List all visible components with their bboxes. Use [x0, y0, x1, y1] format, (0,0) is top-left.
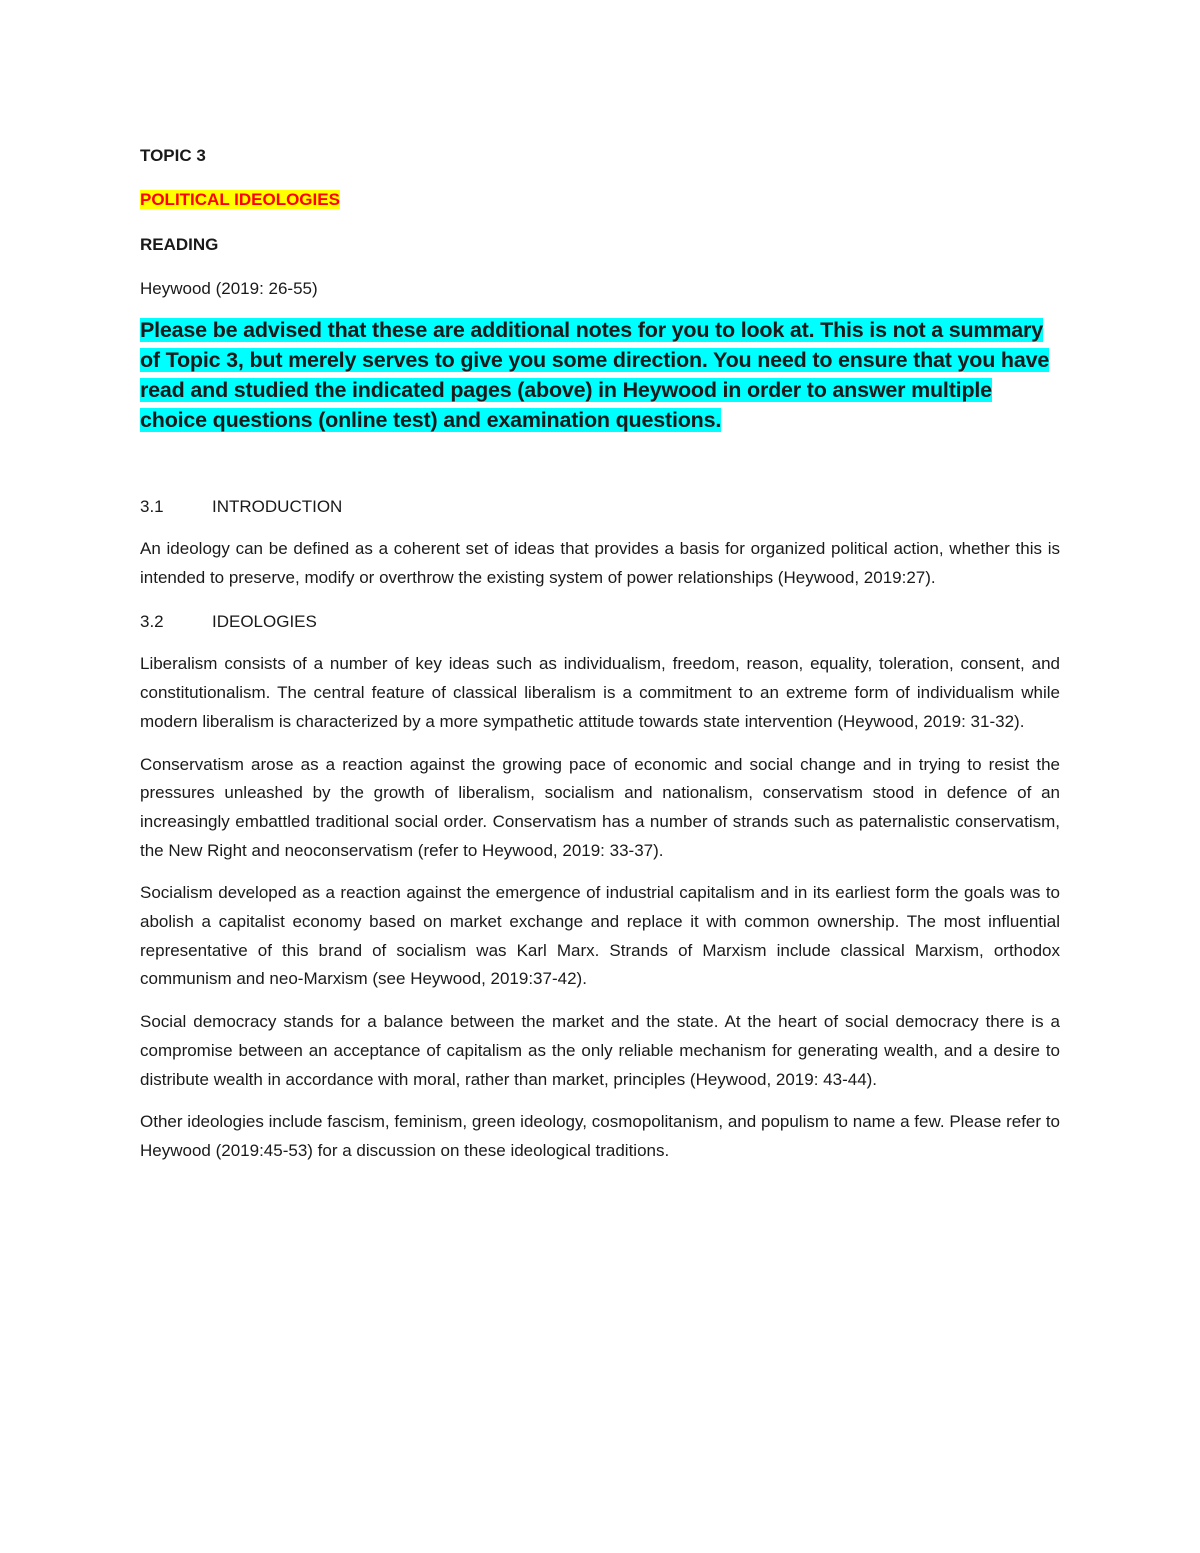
advisory-text: Please be advised that these are additional notes for you to look at. This is not a summary of Topic 3, but merely serves to give you some direction. You need to ensure that you have read and studied the indicated pages (above) in Heywood in order to answer multiple choice questions (online test) and examination questions.	[140, 318, 1050, 432]
title-line	[140, 188, 1060, 213]
paragraph-conservatism: Conservatism arose as a reaction against the growing pace of economic and social change and in trying to resist the pressures unleashed by the growth of liberalism, socialism and nationalism, conservatism stood in defence of an increasingly embattled traditional social order. Conservatism has a number of strands such as paternalistic conservatism, the New Right and neoconservatism (refer to Heywood, 2019: 33-37).	[140, 754, 1060, 860]
paragraph-ideology-definition: An ideology can be defined as a coherent set of ideas that provides a basis for organized political action, whether this is intended to preserve, modify or overthrow the existing system of power relationships (Heywood, 2019:27).	[140, 539, 1060, 587]
section-heading-ideologies	[140, 610, 1060, 634]
paragraph-liberalism: Liberalism consists of a number of key ideas such as individualism, freedom, reason, equality, toleration, consent, and constitutionalism. The central feature of classical liberalism is a commitment to an extreme form of individualism while modern liberalism is characterized by a more sympathetic attitude towards state intervention (Heywood, 2019: 31-32).	[140, 654, 1060, 731]
document-page	[140, 130, 1060, 1166]
section-number: 3.2	[140, 612, 164, 632]
topic-label: TOPIC 3	[140, 146, 206, 165]
document-title: POLITICAL IDEOLOGIES	[140, 190, 340, 209]
paragraph-socialism: Socialism developed as a reaction against the emergence of industrial capitalism and in its earliest form the goals was to abolish a capitalist economy based on market exchange and replace it with common ownership. The most influential representative of this brand of socialism was Karl Marx. Strands of Marxism include classical Marxism, orthodox communism and neo-Marxism (see Heywood, 2019:37-42).	[140, 883, 1060, 989]
section-number: 3.1	[140, 497, 164, 516]
advisory-note	[140, 315, 1060, 435]
paragraph-other-ideologies: Other ideologies include fascism, feminism, green ideology, cosmopolitanism, and populism to name a few. Please refer to Heywood (2019:45-53) for a discussion on these ideological traditions.	[140, 1112, 1060, 1160]
section-title: INTRODUCTION	[212, 497, 343, 516]
section-heading-introduction	[140, 495, 1060, 519]
reading-label: READING	[140, 235, 219, 254]
paragraph-social-democracy: Social democracy stands for a balance between the market and the state. At the heart of social democracy there is a compromise between an acceptance of capitalism as the only reliable mechanism for generating wealth, and a desire to distribute wealth in accordance with moral, rather than market, principles (Heywood, 2019: 43-44).	[140, 1012, 1060, 1089]
reading-reference: Heywood (2019: 26-55)	[140, 279, 318, 298]
section-title: IDEOLOGIES	[212, 612, 317, 632]
